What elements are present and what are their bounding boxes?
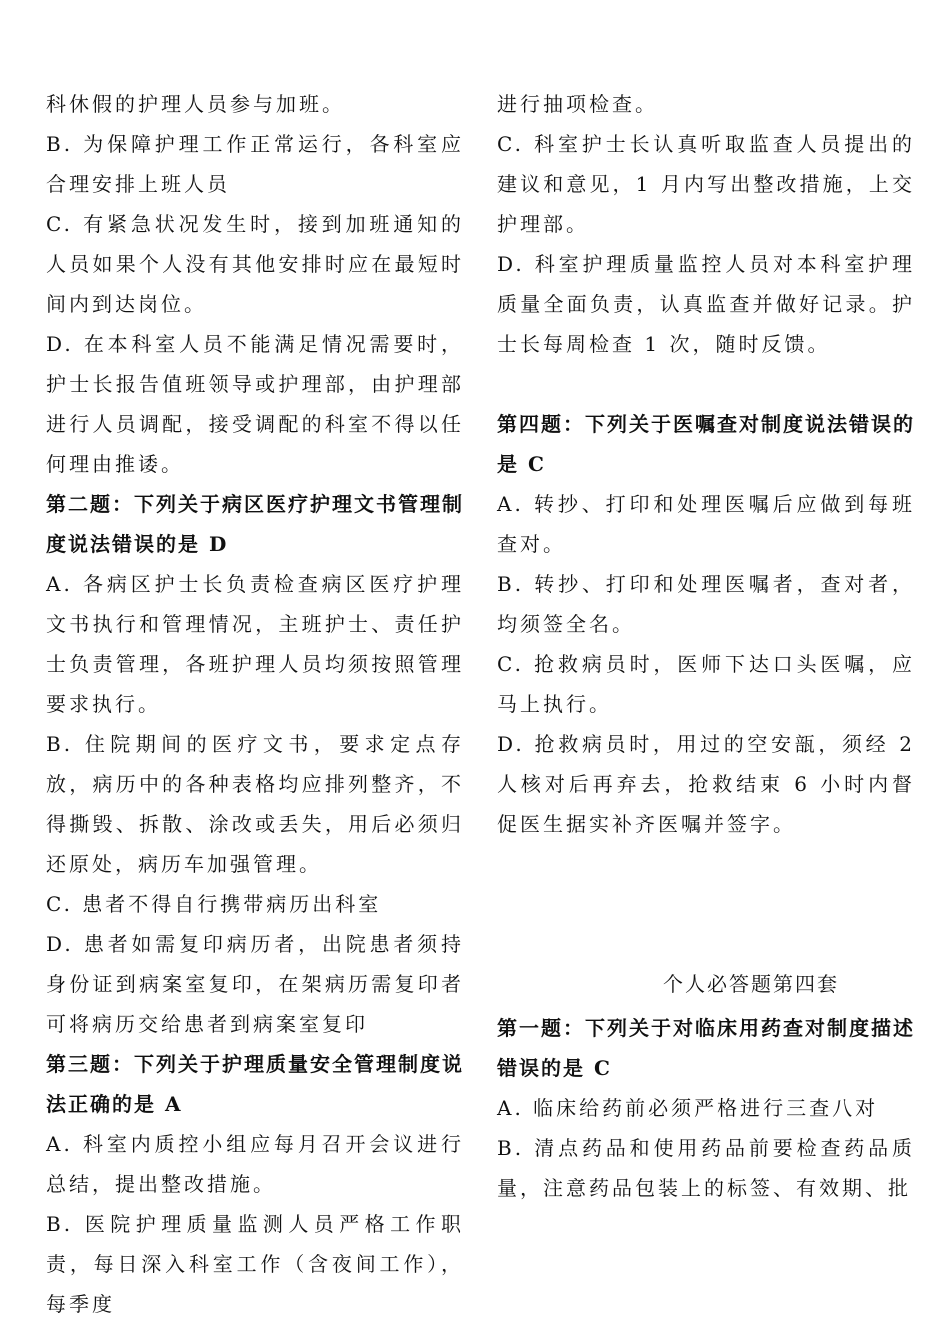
option-d: D. 抢救病员时，用过的空安瓿，须经 2 人核对后再弃去，抢救结束 6 小时内督促医生据实补齐医嘱并签字。 [497,732,915,836]
option-c: C. 有紧急状况发生时，接到加班通知的人员如果个人没有其他安排时应在最短时间内到达岗位。 [46,212,464,316]
option-a: A. 临床给药前必须严格进行三查八对 [497,1096,879,1120]
option-d: D. 患者如需复印病历者，出院患者须持身份证到病案室复印，在架病历需复印者可将病历交给患者到病案室复印 [46,932,464,1036]
paragraph: 进行抽项检查。 [497,92,658,116]
option-d: D. 科室护理质量监控人员对本科室护理质量全面负责，认真监查并做好记录。护士长每周检查 1 次，随时反馈。 [497,252,915,356]
option-c: C. 患者不得自行携带病历出科室 [46,892,382,916]
option-c: C. 科室护士长认真听取监查人员提出的建议和意见，1 月内写出整改措施，上交护理部。 [497,132,915,236]
question-1-heading: 第一题：下列关于对临床用药查对制度描述错误的是 C [497,1016,915,1080]
spacer [497,364,915,404]
option-a: A. 科室内质控小组应每月召开会议进行总结，提出整改措施。 [46,1132,464,1196]
option-b: B. 清点药品和使用药品前要检查药品质量，注意药品包装上的标签、有效期、批 [497,1136,915,1200]
spacer [497,844,915,964]
option-b: B. 为保障护理工作正常运行，各科室应合理安排上班人员 [46,132,464,196]
left-column [46,84,464,1324]
paragraph: 科休假的护理人员参与加班。 [46,92,345,116]
option-a: A. 各病区护士长负责检查病区医疗护理文书执行和管理情况，主班护士、责任护士负责管理，各班护理人员均须按照管理要求执行。 [46,572,464,716]
question-2-heading: 第二题：下列关于病区医疗护理文书管理制度说法错误的是 D [46,492,464,556]
option-d: D. 在本科室人员不能满足情况需要时，护士长报告值班领导或护理部，由护理部进行人员调配，接受调配的科室不得以任何理由推诿。 [46,332,464,476]
question-3-heading: 第三题：下列关于护理质量安全管理制度说法正确的是 A [46,1052,464,1116]
option-b: B. 转抄、打印和处理医嘱者，查对者，均须签全名。 [497,572,915,636]
option-b: B. 住院期间的医疗文书，要求定点存放，病历中的各种表格均应排列整齐，不得撕毁、拆散、涂改或丢失，用后必须归还原处，病历车加强管理。 [46,732,464,876]
option-b: B. 医院护理质量监测人员严格工作职责，每日深入科室工作（含夜间工作），每季度 [46,1212,464,1316]
option-a: A. 转抄、打印和处理医嘱后应做到每班查对。 [497,492,915,556]
option-c: C. 抢救病员时，医师下达口头医嘱，应马上执行。 [497,652,915,716]
right-column [497,84,915,1208]
question-4-heading: 第四题：下列关于医嘱查对制度说法错误的是 C [497,412,915,476]
section-title: 个人必答题第四套 [663,972,839,996]
